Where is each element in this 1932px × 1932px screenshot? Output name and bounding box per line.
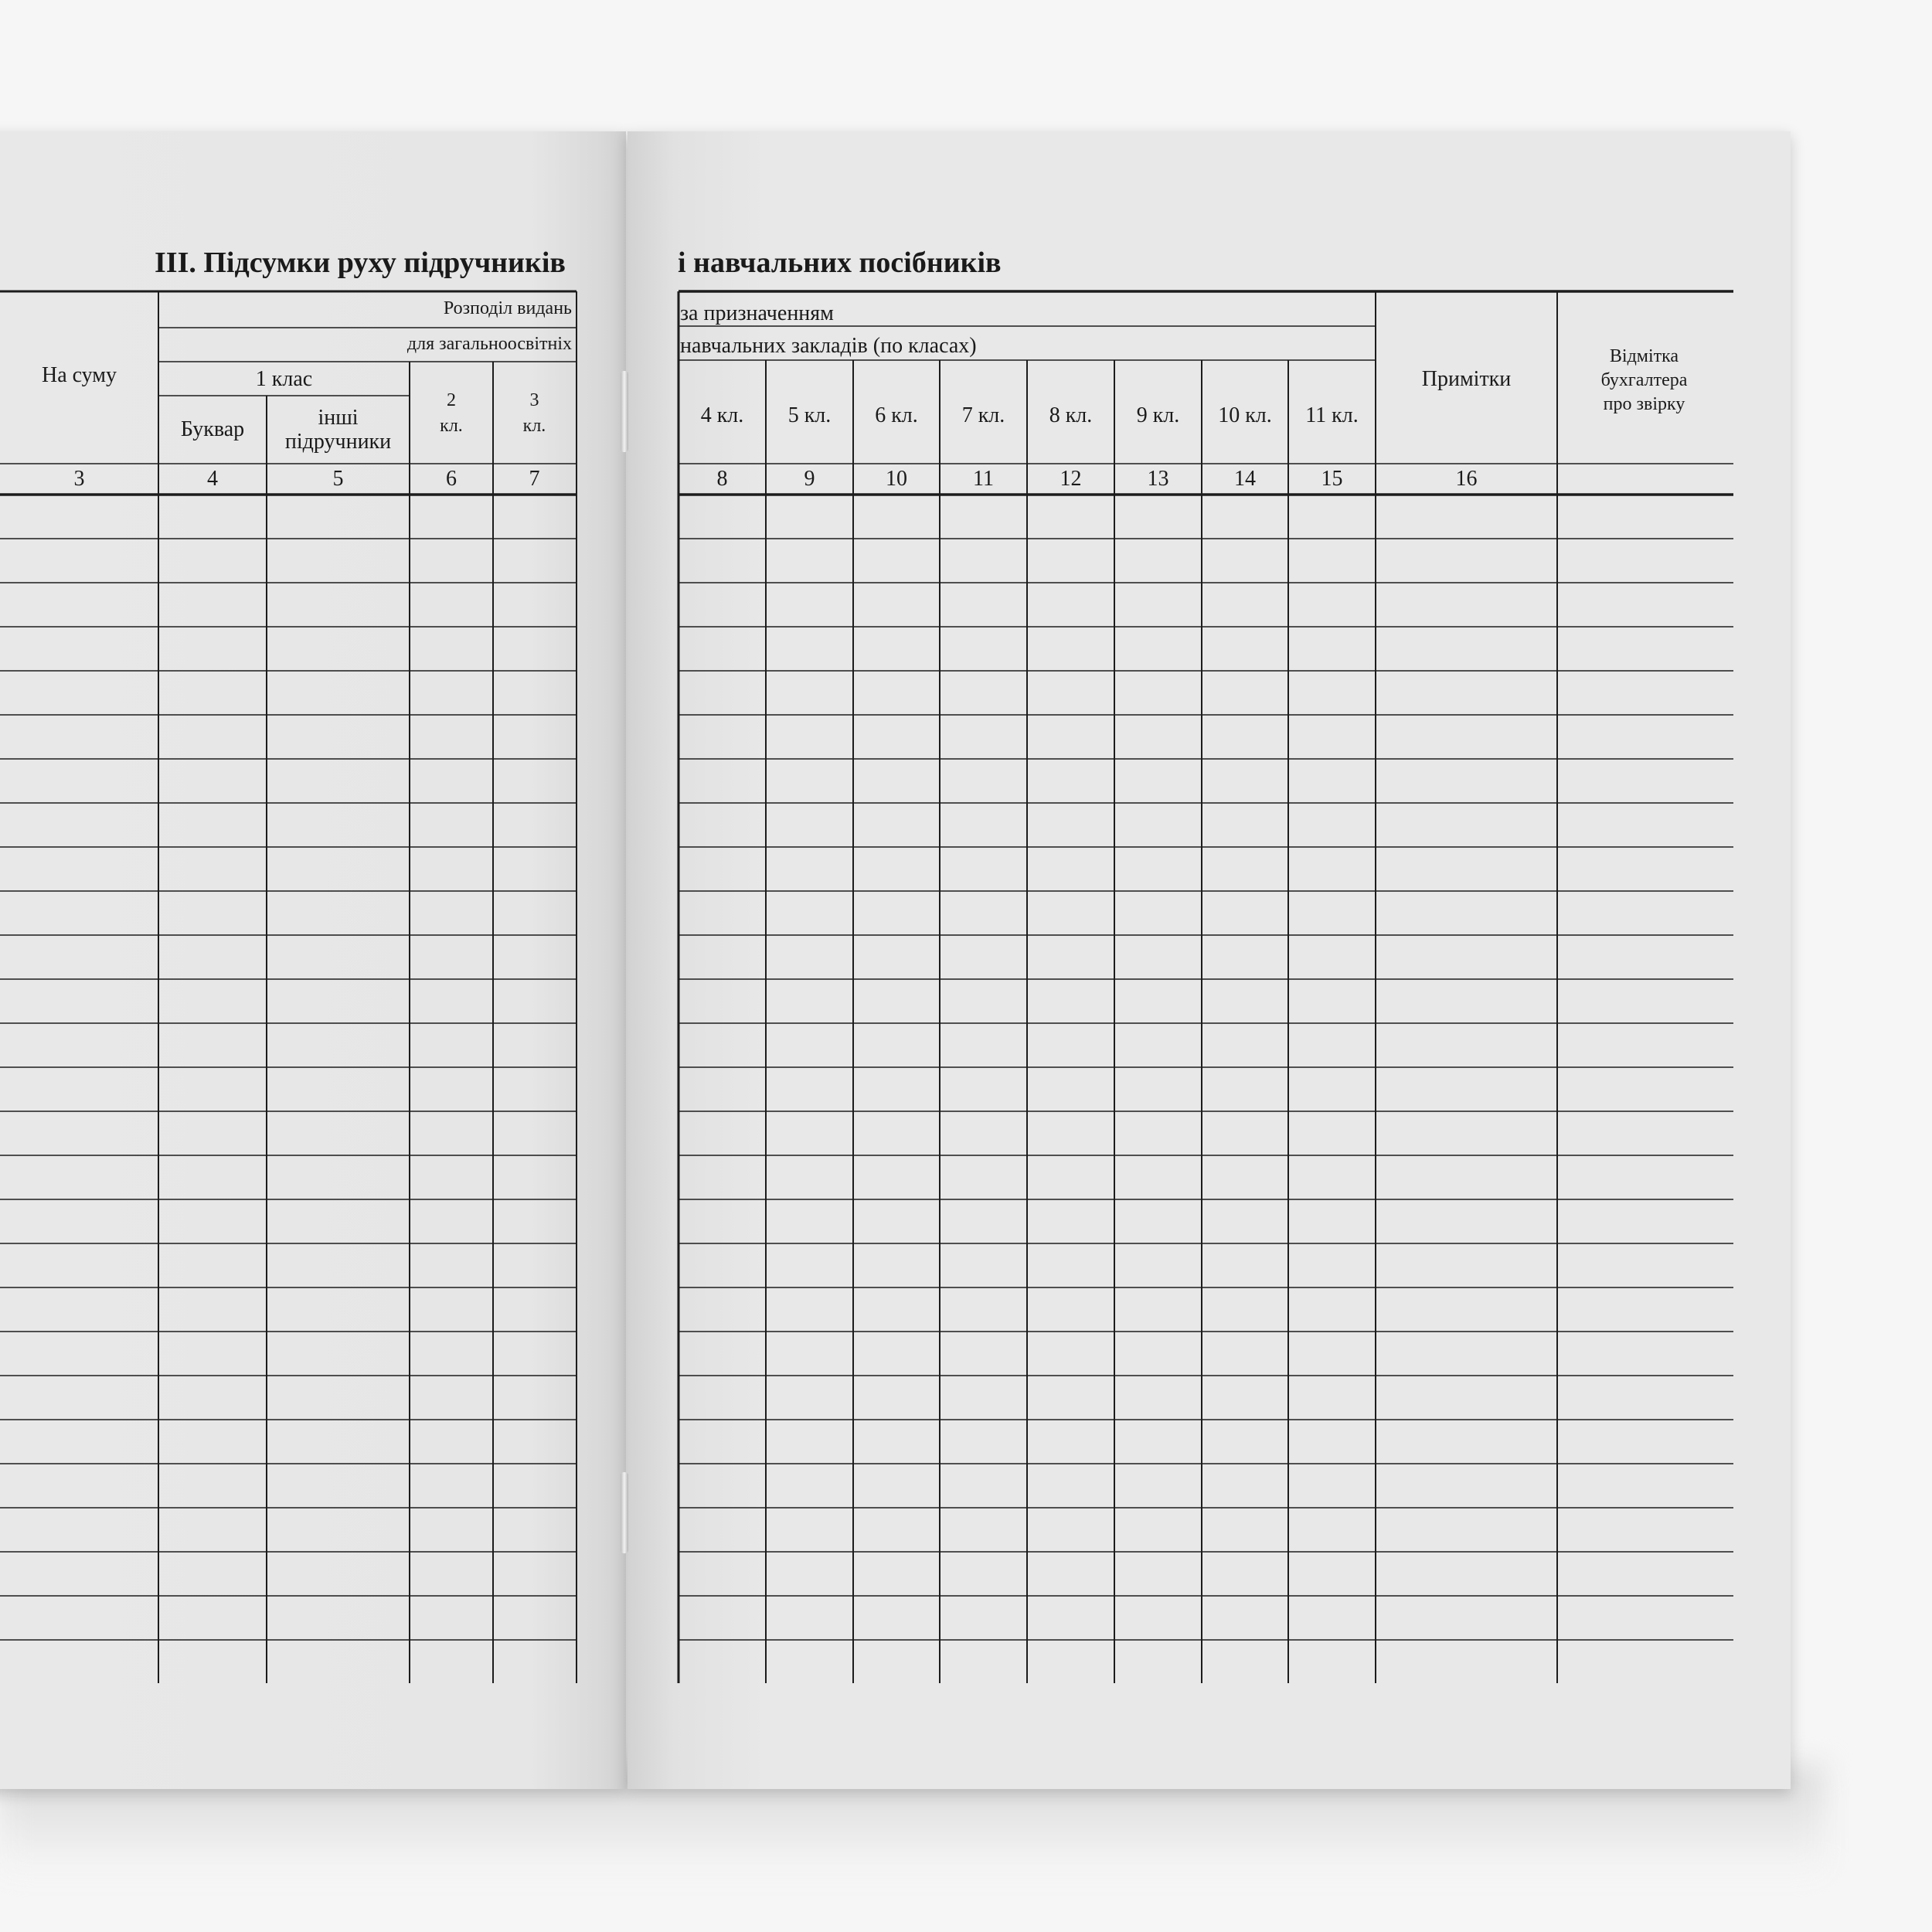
col-number-5: 5 — [332, 467, 344, 491]
header-pro-zvirku: про звірку — [1603, 394, 1685, 414]
header-1-klas: 1 клас — [255, 367, 313, 391]
header-inshi: інші — [318, 406, 359, 430]
col-number-15: 15 — [1321, 467, 1343, 491]
header-na-sumu: На суму — [41, 363, 117, 387]
header-2-kl: кл. — [440, 416, 463, 436]
header-navchalnykh-zakladiv: навчальних закладів (по класах) — [680, 334, 977, 358]
col-number-3: 3 — [73, 467, 85, 491]
header-class-10: 10 кл. — [1218, 403, 1272, 427]
header-class-11: 11 кл. — [1305, 403, 1359, 427]
col-number-13: 13 — [1147, 467, 1169, 491]
col-number-7: 7 — [529, 467, 540, 491]
header-za-pryznachennyam: за призначенням — [680, 301, 834, 325]
header-2-num: 2 — [447, 390, 456, 410]
header-rozpodil: Розподіл видань — [443, 298, 572, 318]
col-number-16: 16 — [1455, 467, 1478, 491]
header-pidruchnyky: підручники — [284, 430, 392, 454]
col-number-9: 9 — [804, 467, 815, 491]
header-class-4: 4 кл. — [700, 403, 744, 427]
header-vidmitka: Відмітка — [1609, 346, 1679, 366]
col-number-11: 11 — [973, 467, 994, 491]
header-bukvar: Буквар — [180, 417, 245, 441]
col-number-10: 10 — [886, 467, 907, 491]
header-dlya-zahalnoosvitnikh: для загальноосвітніх — [406, 334, 572, 354]
header-prymitky: Примітки — [1421, 367, 1512, 391]
col-number-8: 8 — [716, 467, 728, 491]
header-class-8: 8 кл. — [1049, 403, 1093, 427]
col-number-4: 4 — [207, 467, 218, 491]
col-number-6: 6 — [446, 467, 457, 491]
header-3-num: 3 — [529, 390, 539, 410]
header-class-5: 5 кл. — [787, 403, 832, 427]
header-class-9: 9 кл. — [1136, 403, 1180, 427]
col-number-12: 12 — [1060, 467, 1082, 491]
right-page-heading: і навчальних посібників — [678, 247, 1002, 279]
col-number-14: 14 — [1234, 467, 1256, 491]
header-class-7: 7 кл. — [961, 403, 1005, 427]
header-class-6: 6 кл. — [875, 403, 918, 427]
header-3-kl: кл. — [522, 416, 546, 436]
header-bukhaltera: бухгалтера — [1600, 370, 1688, 390]
left-page-heading: III. Підсумки руху підручників — [155, 247, 566, 279]
